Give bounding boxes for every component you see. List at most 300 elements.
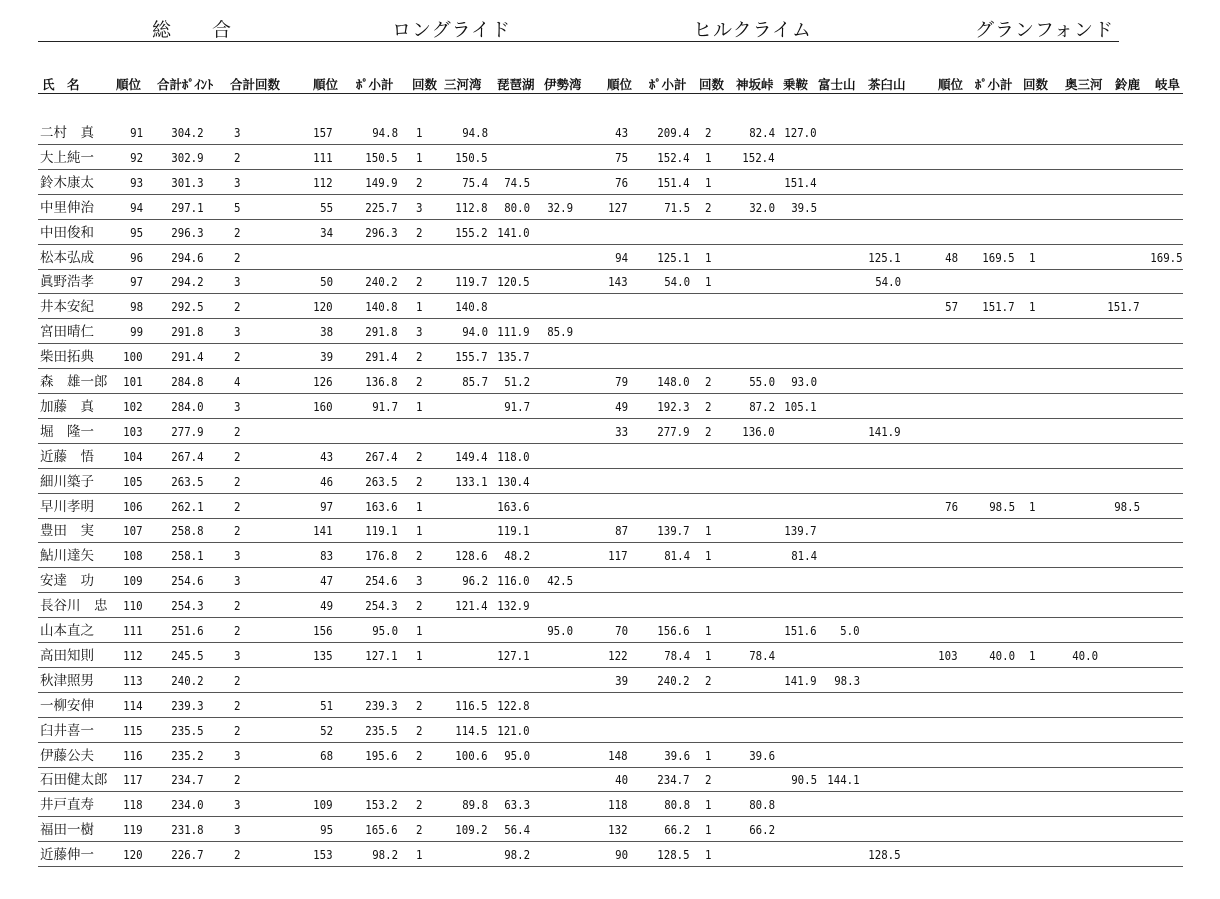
cell-biwa-lake: 95.0 xyxy=(504,747,530,763)
cell-biwa-lake: 132.9 xyxy=(497,598,530,614)
row-rule xyxy=(38,866,1183,867)
cell-norikura: 151.6 xyxy=(784,623,817,638)
cell-biwa-lake: 80.0 xyxy=(504,199,530,215)
cell-lr-subtotal: 240.2 xyxy=(365,274,398,290)
cell-overall-points: 258.1 xyxy=(171,548,204,564)
column-header-rule xyxy=(38,93,1183,94)
cell-hc-rank: 90 xyxy=(615,847,628,863)
cell-mikawa-bay: 155.7 xyxy=(455,349,488,365)
cell-chausu-yama: 141.9 xyxy=(868,423,901,439)
cell-overall-points: 296.3 xyxy=(171,224,204,240)
cell-overall-points: 240.2 xyxy=(171,672,204,688)
cell-gf-subtotal: 151.7 xyxy=(982,299,1015,315)
cell-overall-count: 2 xyxy=(234,672,241,688)
cell-name: 鮎川達矢 xyxy=(40,548,94,565)
cell-mt-fuji: 144.1 xyxy=(827,772,860,788)
cell-lr-subtotal: 150.5 xyxy=(365,149,398,165)
cell-hc-subtotal: 277.9 xyxy=(657,423,690,439)
cell-mikawa-bay: 85.7 xyxy=(462,374,488,389)
cell-mikawa-bay: 112.8 xyxy=(455,199,488,215)
table-row xyxy=(0,469,1220,494)
cell-lr-rank: 68 xyxy=(320,747,333,763)
cell-overall-rank: 102 xyxy=(123,398,143,414)
table-row xyxy=(0,693,1220,718)
cell-hc-count: 2 xyxy=(705,772,712,788)
cell-mikawa-bay: 96.2 xyxy=(462,573,488,589)
cell-hc-subtotal: 240.2 xyxy=(657,672,690,688)
cell-lr-count: 1 xyxy=(416,623,423,638)
cell-hc-count: 1 xyxy=(705,623,712,638)
cell-hc-count: 1 xyxy=(705,747,712,763)
cell-lr-rank: 49 xyxy=(320,598,333,614)
table-row xyxy=(0,543,1220,568)
cell-gf-count: 1 xyxy=(1029,647,1036,663)
cell-misaka-pass: 66.2 xyxy=(749,822,775,838)
cell-lr-rank: 95 xyxy=(320,822,333,838)
cell-lr-rank: 153 xyxy=(313,847,333,863)
section-title-rule xyxy=(38,41,1119,42)
cell-hc-subtotal: 81.4 xyxy=(664,548,690,564)
cell-hc-subtotal: 80.8 xyxy=(664,797,690,813)
cell-gf-subtotal: 40.0 xyxy=(989,647,1015,663)
cell-hc-rank: 76 xyxy=(615,174,628,190)
cell-name: 眞野浩孝 xyxy=(40,274,94,291)
cell-hc-rank: 117 xyxy=(608,548,628,564)
cell-overall-rank: 104 xyxy=(123,448,143,464)
cell-lr-rank: 111 xyxy=(313,149,333,165)
cell-hc-rank: 39 xyxy=(615,672,628,688)
cell-overall-count: 2 xyxy=(234,623,241,638)
cell-overall-points: 284.8 xyxy=(171,374,204,389)
cell-overall-rank: 95 xyxy=(130,224,143,240)
cell-hc-count: 1 xyxy=(705,149,712,165)
cell-misaka-pass: 87.2 xyxy=(749,398,775,414)
cell-lr-count: 2 xyxy=(416,274,423,290)
cell-lr-rank: 39 xyxy=(320,349,333,365)
cell-hc-rank: 70 xyxy=(615,623,628,638)
cell-hc-count: 1 xyxy=(705,174,712,190)
cell-overall-points: 254.3 xyxy=(171,598,204,614)
cell-lr-subtotal: 296.3 xyxy=(365,224,398,240)
cell-lr-count: 2 xyxy=(416,598,423,614)
col-header-biwa-lake: 琵琶湖 xyxy=(497,77,535,92)
cell-overall-rank: 117 xyxy=(123,772,143,788)
cell-name: 安達 功 xyxy=(40,573,94,590)
cell-lr-rank: 157 xyxy=(313,125,333,140)
cell-chausu-yama: 128.5 xyxy=(868,847,901,863)
cell-biwa-lake: 121.0 xyxy=(497,722,530,738)
cell-overall-points: 226.7 xyxy=(171,847,204,863)
cell-overall-count: 3 xyxy=(234,125,241,140)
cell-overall-rank: 105 xyxy=(123,473,143,489)
cell-mikawa-bay: 119.7 xyxy=(455,274,488,290)
cell-mikawa-bay: 100.6 xyxy=(455,747,488,763)
cell-lr-subtotal: 149.9 xyxy=(365,174,398,190)
cell-lr-count: 2 xyxy=(416,174,423,190)
cell-lr-subtotal: 163.6 xyxy=(365,498,398,514)
col-header-overall-points: 合計ﾎﾟｲﾝﾄ xyxy=(157,77,214,92)
cell-overall-rank: 118 xyxy=(123,797,143,813)
cell-overall-points: 291.4 xyxy=(171,349,204,365)
cell-name: 宮田晴仁 xyxy=(40,324,94,341)
cell-hc-rank: 127 xyxy=(608,199,628,215)
cell-name: 早川孝明 xyxy=(40,498,94,515)
cell-name: 石田健太郎 xyxy=(40,772,108,789)
col-header-hc-subtotal: ﾎﾟ小計 xyxy=(649,77,687,92)
cell-lr-count: 3 xyxy=(416,199,423,215)
table-row xyxy=(0,245,1220,270)
cell-lr-subtotal: 235.5 xyxy=(365,722,398,738)
cell-hc-subtotal: 151.4 xyxy=(657,174,690,190)
cell-overall-count: 2 xyxy=(234,523,241,539)
table-row xyxy=(0,718,1220,743)
cell-hc-rank: 33 xyxy=(615,423,628,439)
cell-gf-count: 1 xyxy=(1029,249,1036,265)
cell-mikawa-bay: 114.5 xyxy=(455,722,488,738)
cell-overall-rank: 109 xyxy=(123,573,143,589)
table-row xyxy=(0,767,1220,792)
cell-overall-count: 2 xyxy=(234,722,241,738)
cell-overall-count: 3 xyxy=(234,747,241,763)
cell-overall-count: 3 xyxy=(234,398,241,414)
cell-lr-count: 2 xyxy=(416,349,423,365)
cell-hc-subtotal: 71.5 xyxy=(664,199,690,215)
cell-mikawa-bay: 121.4 xyxy=(455,598,488,614)
cell-overall-rank: 106 xyxy=(123,498,143,514)
cell-lr-rank: 34 xyxy=(320,224,333,240)
cell-name: 細川築子 xyxy=(40,473,94,490)
cell-overall-points: 251.6 xyxy=(171,623,204,638)
table-row xyxy=(0,170,1220,195)
cell-hc-rank: 143 xyxy=(608,274,628,290)
cell-hc-rank: 122 xyxy=(608,647,628,663)
cell-hc-rank: 43 xyxy=(615,125,628,140)
cell-norikura: 93.0 xyxy=(791,374,817,389)
cell-biwa-lake: 141.0 xyxy=(497,224,530,240)
cell-lr-subtotal: 153.2 xyxy=(365,797,398,813)
cell-overall-rank: 107 xyxy=(123,523,143,539)
cell-overall-points: 254.6 xyxy=(171,573,204,589)
cell-name: 豊田 実 xyxy=(40,523,94,540)
cell-overall-rank: 99 xyxy=(130,324,143,340)
cell-overall-points: 245.5 xyxy=(171,647,204,663)
col-header-norikura: 乗鞍 xyxy=(783,77,809,92)
cell-name: 長谷川 忠 xyxy=(40,598,108,615)
cell-hc-count: 2 xyxy=(705,374,712,389)
cell-lr-rank: 52 xyxy=(320,722,333,738)
cell-lr-subtotal: 95.0 xyxy=(372,623,398,638)
section-title-overall: 総 合 xyxy=(152,19,233,41)
cell-overall-rank: 110 xyxy=(123,598,143,614)
table-row xyxy=(0,369,1220,394)
cell-ise-bay: 95.0 xyxy=(547,623,573,638)
cell-biwa-lake: 130.4 xyxy=(497,473,530,489)
cell-lr-count: 1 xyxy=(416,523,423,539)
cell-gf-rank: 103 xyxy=(938,647,958,663)
cell-hc-rank: 148 xyxy=(608,747,628,763)
cell-overall-count: 2 xyxy=(234,299,241,315)
cell-name: 中里伸治 xyxy=(40,199,94,216)
table-row xyxy=(0,269,1220,294)
cell-lr-rank: 47 xyxy=(320,573,333,589)
col-header-overall-rank: 順位 xyxy=(116,77,142,92)
cell-overall-rank: 93 xyxy=(130,174,143,190)
cell-overall-rank: 97 xyxy=(130,274,143,290)
cell-name: 近藤伸一 xyxy=(40,847,94,864)
cell-lr-subtotal: 291.8 xyxy=(365,324,398,340)
cell-biwa-lake: 63.3 xyxy=(504,797,530,813)
cell-hc-subtotal: 54.0 xyxy=(664,274,690,290)
cell-lr-rank: 156 xyxy=(313,623,333,638)
cell-hc-subtotal: 156.6 xyxy=(657,623,690,638)
cell-biwa-lake: 56.4 xyxy=(504,822,530,838)
cell-misaka-pass: 39.6 xyxy=(749,747,775,763)
col-header-gf-rank: 順位 xyxy=(938,77,964,92)
cell-lr-rank: 126 xyxy=(313,374,333,389)
cell-hc-rank: 87 xyxy=(615,523,628,539)
table-row xyxy=(0,518,1220,543)
cell-biwa-lake: 163.6 xyxy=(497,498,530,514)
cell-overall-count: 2 xyxy=(234,349,241,365)
section-title-gran-fondo: グランフォンド xyxy=(975,19,1115,41)
cell-lr-rank: 160 xyxy=(313,398,333,414)
cell-norikura: 81.4 xyxy=(791,548,817,564)
cell-overall-rank: 91 xyxy=(130,125,143,140)
cell-name: 高田知則 xyxy=(40,647,94,664)
cell-ise-bay: 42.5 xyxy=(547,573,573,589)
cell-name: 秋津照男 xyxy=(40,672,94,689)
cell-name: 大上純一 xyxy=(40,149,94,166)
cell-name: 柴田拓典 xyxy=(40,349,94,366)
cell-overall-rank: 108 xyxy=(123,548,143,564)
cell-biwa-lake: 127.1 xyxy=(497,647,530,663)
cell-lr-count: 2 xyxy=(416,747,423,763)
cell-hc-count: 1 xyxy=(705,797,712,813)
col-header-hc-rank: 順位 xyxy=(607,77,633,92)
cell-hc-subtotal: 152.4 xyxy=(657,149,690,165)
cell-overall-count: 3 xyxy=(234,822,241,838)
cell-overall-points: 302.9 xyxy=(171,149,204,165)
cell-lr-count: 2 xyxy=(416,374,423,389)
cell-mikawa-bay: 109.2 xyxy=(455,822,488,838)
cell-biwa-lake: 122.8 xyxy=(497,697,530,713)
cell-ise-bay: 32.9 xyxy=(547,199,573,215)
col-header-lr-count: 回数 xyxy=(412,77,438,92)
cell-hc-count: 2 xyxy=(705,672,712,688)
cell-hc-count: 1 xyxy=(705,548,712,564)
cell-overall-rank: 92 xyxy=(130,149,143,165)
cell-mikawa-bay: 140.8 xyxy=(455,299,488,315)
table-row xyxy=(0,842,1220,867)
cell-overall-count: 2 xyxy=(234,498,241,514)
section-title-long-ride: ロングライド xyxy=(392,19,512,41)
cell-hc-rank: 132 xyxy=(608,822,628,838)
cell-gf-rank: 76 xyxy=(945,498,958,514)
cell-hc-count: 2 xyxy=(705,199,712,215)
cell-overall-points: 297.1 xyxy=(171,199,204,215)
cell-mikawa-bay: 133.1 xyxy=(455,473,488,489)
cell-overall-count: 2 xyxy=(234,697,241,713)
cell-lr-count: 3 xyxy=(416,324,423,340)
cell-misaka-pass: 55.0 xyxy=(749,374,775,389)
cell-overall-count: 3 xyxy=(234,174,241,190)
cell-overall-count: 2 xyxy=(234,772,241,788)
cell-overall-rank: 116 xyxy=(123,747,143,763)
cell-overall-rank: 100 xyxy=(123,349,143,365)
col-header-okumikawa: 奥三河 xyxy=(1065,77,1103,92)
cell-gf-subtotal: 169.5 xyxy=(982,249,1015,265)
cell-overall-count: 3 xyxy=(234,647,241,663)
cell-lr-subtotal: 165.6 xyxy=(365,822,398,838)
cell-name: 福田一樹 xyxy=(40,822,94,839)
cell-norikura: 127.0 xyxy=(784,125,817,140)
cell-overall-points: 235.2 xyxy=(171,747,204,763)
table-row xyxy=(0,494,1220,519)
cell-lr-count: 1 xyxy=(416,647,423,663)
cell-hc-count: 2 xyxy=(705,125,712,140)
col-header-misaka-pass: 神坂峠 xyxy=(736,77,774,92)
cell-lr-rank: 46 xyxy=(320,473,333,489)
cell-lr-subtotal: 119.1 xyxy=(365,523,398,539)
cell-overall-rank: 112 xyxy=(123,647,143,663)
cell-chausu-yama: 125.1 xyxy=(868,249,901,265)
cell-overall-count: 2 xyxy=(234,149,241,165)
cell-hc-subtotal: 148.0 xyxy=(657,374,690,389)
table-row xyxy=(0,817,1220,842)
table-row xyxy=(0,643,1220,668)
cell-hc-rank: 79 xyxy=(615,374,628,389)
cell-name: 伊藤公夫 xyxy=(40,747,94,764)
cell-name: 鈴木康太 xyxy=(40,174,94,191)
cell-mikawa-bay: 94.8 xyxy=(462,125,488,140)
cell-chausu-yama: 54.0 xyxy=(875,274,901,290)
cell-overall-points: 258.8 xyxy=(171,523,204,539)
cell-overall-rank: 98 xyxy=(130,299,143,315)
cell-hc-rank: 75 xyxy=(615,149,628,165)
cell-gf-rank: 48 xyxy=(945,249,958,265)
cell-hc-count: 2 xyxy=(705,398,712,414)
col-header-name: 氏 名 xyxy=(42,77,80,92)
col-header-chausu-yama: 茶臼山 xyxy=(868,77,906,92)
cell-ise-bay: 85.9 xyxy=(547,324,573,340)
cell-overall-rank: 94 xyxy=(130,199,143,215)
cell-lr-count: 1 xyxy=(416,847,423,863)
cell-name: 堀 隆一 xyxy=(40,423,94,440)
cell-hc-count: 1 xyxy=(705,274,712,290)
cell-hc-subtotal: 234.7 xyxy=(657,772,690,788)
cell-lr-rank: 97 xyxy=(320,498,333,514)
cell-hc-rank: 118 xyxy=(608,797,628,813)
cell-overall-points: 262.1 xyxy=(171,498,204,514)
cell-lr-subtotal: 127.1 xyxy=(365,647,398,663)
cell-lr-rank: 135 xyxy=(313,647,333,663)
cell-overall-points: 291.8 xyxy=(171,324,204,340)
cell-mikawa-bay: 150.5 xyxy=(455,149,488,165)
table-row xyxy=(0,618,1220,643)
cell-biwa-lake: 48.2 xyxy=(504,548,530,564)
cell-lr-subtotal: 140.8 xyxy=(365,299,398,315)
cell-overall-points: 239.3 xyxy=(171,697,204,713)
cell-misaka-pass: 136.0 xyxy=(742,423,775,439)
cell-lr-rank: 83 xyxy=(320,548,333,564)
cell-biwa-lake: 135.7 xyxy=(497,349,530,365)
cell-lr-subtotal: 94.8 xyxy=(372,125,398,140)
cell-biwa-lake: 91.7 xyxy=(504,398,530,414)
cell-overall-count: 2 xyxy=(234,473,241,489)
cell-mikawa-bay: 89.8 xyxy=(462,797,488,813)
cell-lr-count: 2 xyxy=(416,722,423,738)
cell-hc-rank: 94 xyxy=(615,249,628,265)
cell-misaka-pass: 152.4 xyxy=(742,149,775,165)
cell-hc-count: 1 xyxy=(705,647,712,663)
cell-lr-rank: 112 xyxy=(313,174,333,190)
cell-norikura: 139.7 xyxy=(784,523,817,539)
cell-lr-rank: 109 xyxy=(313,797,333,813)
col-header-suzuka: 鈴鹿 xyxy=(1115,77,1141,92)
cell-okumikawa: 40.0 xyxy=(1072,647,1098,663)
cell-overall-rank: 113 xyxy=(123,672,143,688)
table-row xyxy=(0,593,1220,618)
cell-hc-rank: 49 xyxy=(615,398,628,414)
cell-name: 山本直之 xyxy=(40,623,94,639)
cell-overall-points: 234.7 xyxy=(171,772,204,788)
cell-lr-count: 1 xyxy=(416,299,423,315)
cell-lr-subtotal: 91.7 xyxy=(372,398,398,414)
cell-hc-subtotal: 66.2 xyxy=(664,822,690,838)
table-row xyxy=(0,743,1220,768)
cell-hc-subtotal: 139.7 xyxy=(657,523,690,539)
col-header-hc-count: 回数 xyxy=(699,77,725,92)
cell-overall-points: 277.9 xyxy=(171,423,204,439)
cell-suzuka: 151.7 xyxy=(1107,299,1140,315)
cell-lr-count: 1 xyxy=(416,398,423,414)
cell-name: 近藤 悟 xyxy=(40,448,94,465)
table-row xyxy=(0,145,1220,170)
cell-mikawa-bay: 155.2 xyxy=(455,224,488,240)
cell-overall-count: 2 xyxy=(234,847,241,863)
cell-overall-rank: 101 xyxy=(123,374,143,389)
cell-hc-rank: 40 xyxy=(615,772,628,788)
cell-name: 井本安紀 xyxy=(40,299,94,316)
col-header-mt-fuji: 富士山 xyxy=(818,77,856,92)
cell-overall-count: 2 xyxy=(234,224,241,240)
cell-lr-count: 2 xyxy=(416,697,423,713)
cell-overall-points: 263.5 xyxy=(171,473,204,489)
table-row xyxy=(0,419,1220,444)
cell-lr-count: 3 xyxy=(416,573,423,589)
cell-norikura: 141.9 xyxy=(784,672,817,688)
cell-biwa-lake: 111.9 xyxy=(497,324,530,340)
cell-overall-count: 3 xyxy=(234,573,241,589)
table-row xyxy=(0,394,1220,419)
cell-overall-count: 3 xyxy=(234,324,241,340)
cell-overall-count: 4 xyxy=(234,374,241,389)
cell-lr-count: 2 xyxy=(416,822,423,838)
cell-hc-subtotal: 128.5 xyxy=(657,847,690,863)
cell-overall-count: 3 xyxy=(234,797,241,813)
cell-name: 松本弘成 xyxy=(40,249,94,266)
cell-biwa-lake: 51.2 xyxy=(504,374,530,389)
cell-biwa-lake: 116.0 xyxy=(497,573,530,589)
cell-biwa-lake: 98.2 xyxy=(504,847,530,863)
cell-hc-subtotal: 192.3 xyxy=(657,398,690,414)
cell-hc-subtotal: 209.4 xyxy=(657,125,690,140)
cell-lr-rank: 51 xyxy=(320,697,333,713)
cell-lr-subtotal: 195.6 xyxy=(365,747,398,763)
col-header-overall-count: 合計回数 xyxy=(230,77,281,92)
cell-overall-points: 267.4 xyxy=(171,448,204,464)
cell-overall-points: 234.0 xyxy=(171,797,204,813)
